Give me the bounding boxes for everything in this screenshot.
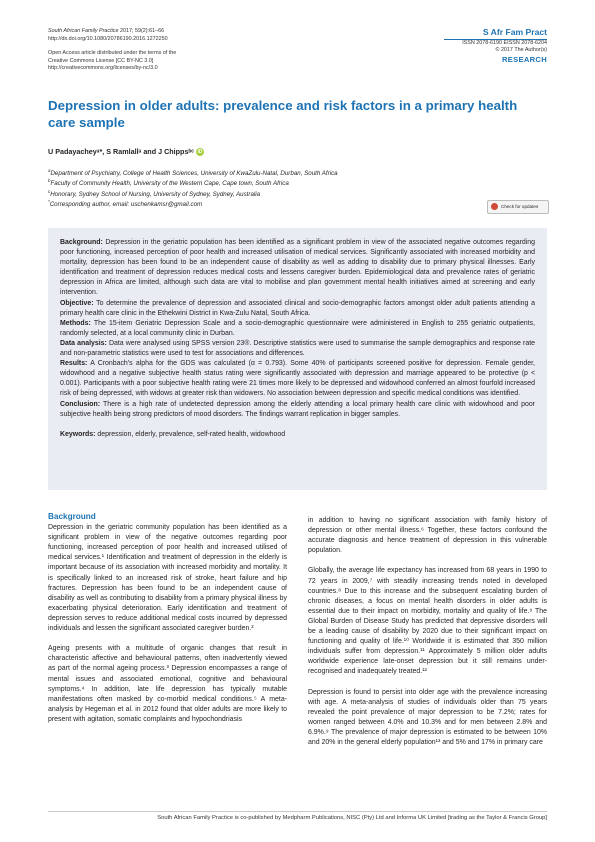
abstract-objective: Objective: To determine the prevalence of depression and associated clinical and socio-demographic factors amongst older adult patients attending a primary health care clinic in the Ethekwini District in Kwa-Zulu Natal, South Africa. — [60, 299, 535, 317]
authors: U Padayacheyᵃ*, S Ramlallᵃ and J Chippsᵇᶜ — [48, 147, 194, 156]
journal-abbrev: S Afr Fam Pract — [482, 27, 547, 37]
affiliation-c: $^c$Honorary, Sydney School of Nursing, University of Sydney, Sydney, Australia — [48, 188, 261, 198]
journal-divider — [444, 39, 547, 40]
citation-journal: South African Family Practice — [48, 28, 119, 34]
corresponding-author: *Corresponding author, email: uschenkamsr@gmail.com — [48, 199, 203, 209]
footer-divider — [48, 811, 547, 812]
journal-info-block — [462, 27, 547, 63]
abstract-background: Background: Depression in the geriatric population has been identified as a significant problem in view of the associated negative outcomes regarding poor functioning, increased perception of poor health and increased utilisation of medical services. Significantly associated with increased morbidity and mortality, depression has been found to be an independent cause of disability as well as adding to disability due to primary physical illnesses. Early identification and treatment of depression reduces medical costs and lessens caregiver burden. Epidemiological data and prevalence rates of geriatric depression in Africa are limited, although such data are vital to mobilise and plan government mental health initiatives aimed at screening and early intervention. — [60, 239, 535, 297]
check-updates-label: Check for updates — [501, 204, 539, 209]
body-paragraph: in addition to having no significant association with family history of depression or other mental illness.⁶ Together, these factors confound the accurate diagnosis and hence treatment of depression in this vulnerable population. — [308, 517, 547, 555]
footer: South African Family Practice is co-published by Medpharm Publications, NISC (Pty) Ltd and Informa UK Limited [trading as the Taylor & Francis Group] — [157, 815, 547, 821]
body-column-right — [308, 516, 547, 758]
abstract-results: Results: A Cronbach's alpha for the GDS was calculated (α = 0.793). Some 40% of participants screened positive for depression. Female gender, widowhood and a negative subjective health status rating were significantly associated with depression and marriage appeared to be protective (p < 0.001). Participants with a poor subjective health rating were 21 times more likely to be depressed and widowhood conferred an almost fourfold increased risk of being depressed, with widows at greater risk than widowers. No association between depression and specific medical conditions was identified. — [60, 360, 535, 398]
body-column-left — [48, 512, 287, 735]
update-icon — [491, 203, 498, 210]
section-heading-background: Background — [48, 512, 96, 521]
body-paragraph: Depression in the geriatric community population has been identified as a significant problem in view of the negative outcomes regarding poor functioning, increased perception of poor health and increased utilised of medical services.¹ Identification and treatment of depression in the elderly is important because of its association with increased morbidity and mortality. It is specifically linked to an increased risk of stroke, heart failure and hip fractures. Depression has been found to be an independent cause of disability as well as contributing to disability from a primary physical illness by exacerbating physical deterioration. Early identification and treatment of depression serves to reduce additional medical costs incurred by depressed individuals and lessen the significant associated caregiver burden.² — [48, 524, 287, 633]
body-paragraph: Ageing presents with a multitude of organic changes that result in characteristic affective and behavioural patterns, often inadvertently viewed as part of the normal ageing process.³ Depression encompasses a range of mental issues and associated emotional, cognitive and behavioural symptoms.⁴ In addition, late life depression has typically mutable manifestations often masked by co-morbid medical conditions.⁵ A meta-analysis by Hegeman et al. in 2012 found that older adults are more likely to present with agitation, somatic complaints and hypochondriasis — [48, 645, 287, 723]
license-line-1: Open Access article distributed under the terms of the — [48, 50, 177, 57]
abstract-conclusion: Conclusion: There is a high rate of undetected depression among the elderly attending a local primary health care clinic with widowhood and poor subjective health being strong predictors of mood disorders. The findings warrant replication in bigger samples. — [60, 400, 535, 418]
affiliation-a: $^a$Department of Psychiatry, College of Health Sciences, University of KwaZulu-Natal, Durban, South Africa — [48, 167, 338, 177]
keywords: Keywords: depression, elderly, prevalence, self-rated health, widowhood — [60, 430, 286, 438]
citation-block — [48, 28, 176, 73]
body-paragraph: Depression is found to persist into older age with the prevalence increasing with age. A meta-analysis of studies of individuals older than 75 years revealed the point prevalence of major depression to be 7.2%; rates for women ranged between 4.0% and 10.3% and for men between 2.8% and 6.9%.⁹ The prevalence of major depression is estimated to be between 10% and 20% in the general elderly population¹³ and 5% and 17% in primary care — [308, 688, 547, 747]
license-line-2: Creative Commons License [CC BY-NC 3.0] — [48, 57, 154, 64]
citation-rest: 2017; 59(2):61–66 — [118, 28, 165, 34]
citation-line — [48, 28, 176, 36]
doi-link[interactable]: http://dx.doi.org/10.1080/20786190.2016.1272250 — [48, 35, 168, 42]
issn: ISSN 2078-6190 EISSN 2078-6204 — [462, 40, 547, 46]
author-line — [48, 147, 204, 156]
affiliations — [48, 169, 338, 211]
section-type: RESEARCH — [501, 54, 547, 64]
orcid-icon[interactable]: iD — [197, 149, 203, 156]
abstract-box — [48, 228, 547, 490]
article-title: Depression in older adults: prevalence and risk factors in a primary health care sample — [48, 98, 518, 130]
copyright: © 2017 The Author(s) — [495, 47, 547, 54]
check-updates-button[interactable] — [487, 200, 549, 214]
body-paragraph: Globally, the average life expectancy has increased from 68 years in 1990 to 72 years in 2009,⁷ with steadily increasing trends noted in developed countries.⁸ Due to this increase and the subsequent escalating burden of chronic diseases, a focus on mental health disorders in older adults is essential due to their impact on morbidity, mortality and quality of life.⁹ The Global Burden of Disease Study has predicted that depressive disorders will be a leading cause of disability by 2020 due to their significant impact on functioning and quality of life.¹⁰ Worldwide it is estimated that 350 million individuals suffer from depression.¹¹ Approximately 5 million older adults worldwide experience late-onset depression but it still remains under-recognised and inadequately treated.¹² — [308, 567, 547, 676]
license-link[interactable]: http://creativecommons.org/licenses/by-nc/3.0 — [48, 65, 158, 72]
abstract-analysis: Data analysis: Data were analysed using SPSS version 23®. Descriptive statistics were used to summarise the sample demographics and response rate and non-parametric statistics were used to test for associations and differences. — [60, 339, 535, 358]
abstract-methods: Methods: The 15-item Geriatric Depression Scale and a socio-demographic questionnaire were administered in English to 255 geriatric outpatients, randomly selected, at a local community clinic in Durban. — [60, 319, 535, 337]
abstract-text — [60, 238, 535, 440]
affiliation-b: $^b$Faculty of Community Health, University of the Western Cape, Cape town, South Africa — [48, 178, 289, 188]
